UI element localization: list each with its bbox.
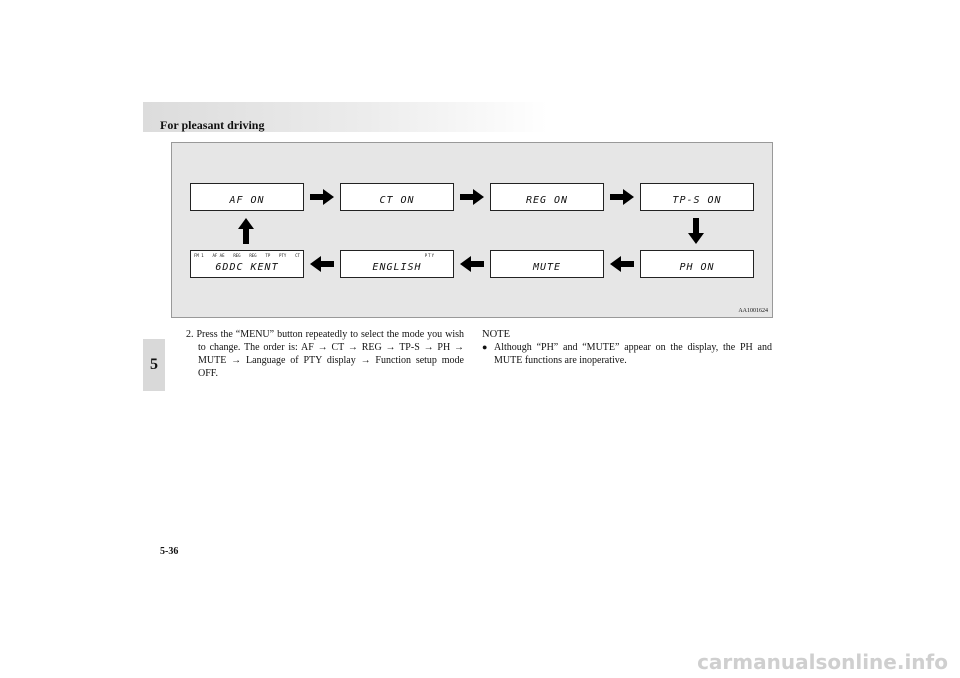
lcd-display-reg — [490, 183, 604, 211]
bullet-icon: ● — [482, 342, 488, 352]
lcd-text: 6DDC KENT — [215, 262, 279, 273]
lcd-text: PH ON — [679, 262, 715, 273]
lcd-display-ph — [640, 250, 754, 278]
indicator: REG — [233, 253, 241, 258]
lcd-text: MUTE — [532, 262, 562, 273]
note-text: Although “PH” and “MUTE” appear on the display, the PH and MUTE functions are inoperative. — [494, 342, 772, 366]
lcd-text: TP-S ON — [672, 195, 722, 206]
indicator: FM 1 — [194, 253, 204, 258]
arrow-right-icon — [610, 189, 634, 205]
arrow-right-icon — [310, 189, 334, 205]
step-column — [186, 328, 464, 380]
watermark: carmanualsonline.info — [697, 650, 948, 674]
indicator: AF AE — [212, 253, 225, 258]
arrow-right-icon — [460, 189, 484, 205]
lcd-display-af — [190, 183, 304, 211]
lcd-text: REG ON — [525, 195, 569, 206]
indicator: REG — [249, 253, 257, 258]
lcd-display-tps — [640, 183, 754, 211]
indicator: TP — [265, 253, 271, 258]
chapter-tab: 5 — [143, 339, 165, 391]
lcd-display-station — [190, 250, 304, 278]
lcd-display-mute — [490, 250, 604, 278]
note-heading: NOTE — [482, 329, 510, 340]
arrow-down-icon — [688, 218, 704, 244]
indicator: PTY — [424, 253, 435, 258]
arrow-up-icon — [238, 218, 254, 244]
section-title: For pleasant driving — [160, 118, 265, 132]
note-item — [482, 341, 772, 367]
arrow-left-icon — [460, 256, 484, 272]
lcd-text: AF ON — [229, 195, 265, 206]
arrow-left-icon — [310, 256, 334, 272]
lcd-indicators — [194, 253, 300, 258]
display-sequence-figure — [171, 142, 773, 318]
lcd-text: CT ON — [379, 195, 415, 206]
figure-code: AA1001624 — [738, 308, 768, 314]
arrow-left-icon — [610, 256, 634, 272]
indicator: CT — [295, 253, 300, 258]
note-column — [482, 328, 772, 367]
page-number: 5-36 — [160, 546, 179, 557]
step-2-text: 2. Press the “MENU” button repeatedly to select the mode you wish to change. The order is: AF → CT → REG → TP-S → PH → MUTE → Language of PTY display → Function setup mode OFF. — [186, 329, 464, 379]
lcd-display-english — [340, 250, 454, 278]
lcd-text: ENGLISH — [372, 262, 422, 273]
indicator: PTY — [279, 253, 287, 258]
lcd-display-ct — [340, 183, 454, 211]
